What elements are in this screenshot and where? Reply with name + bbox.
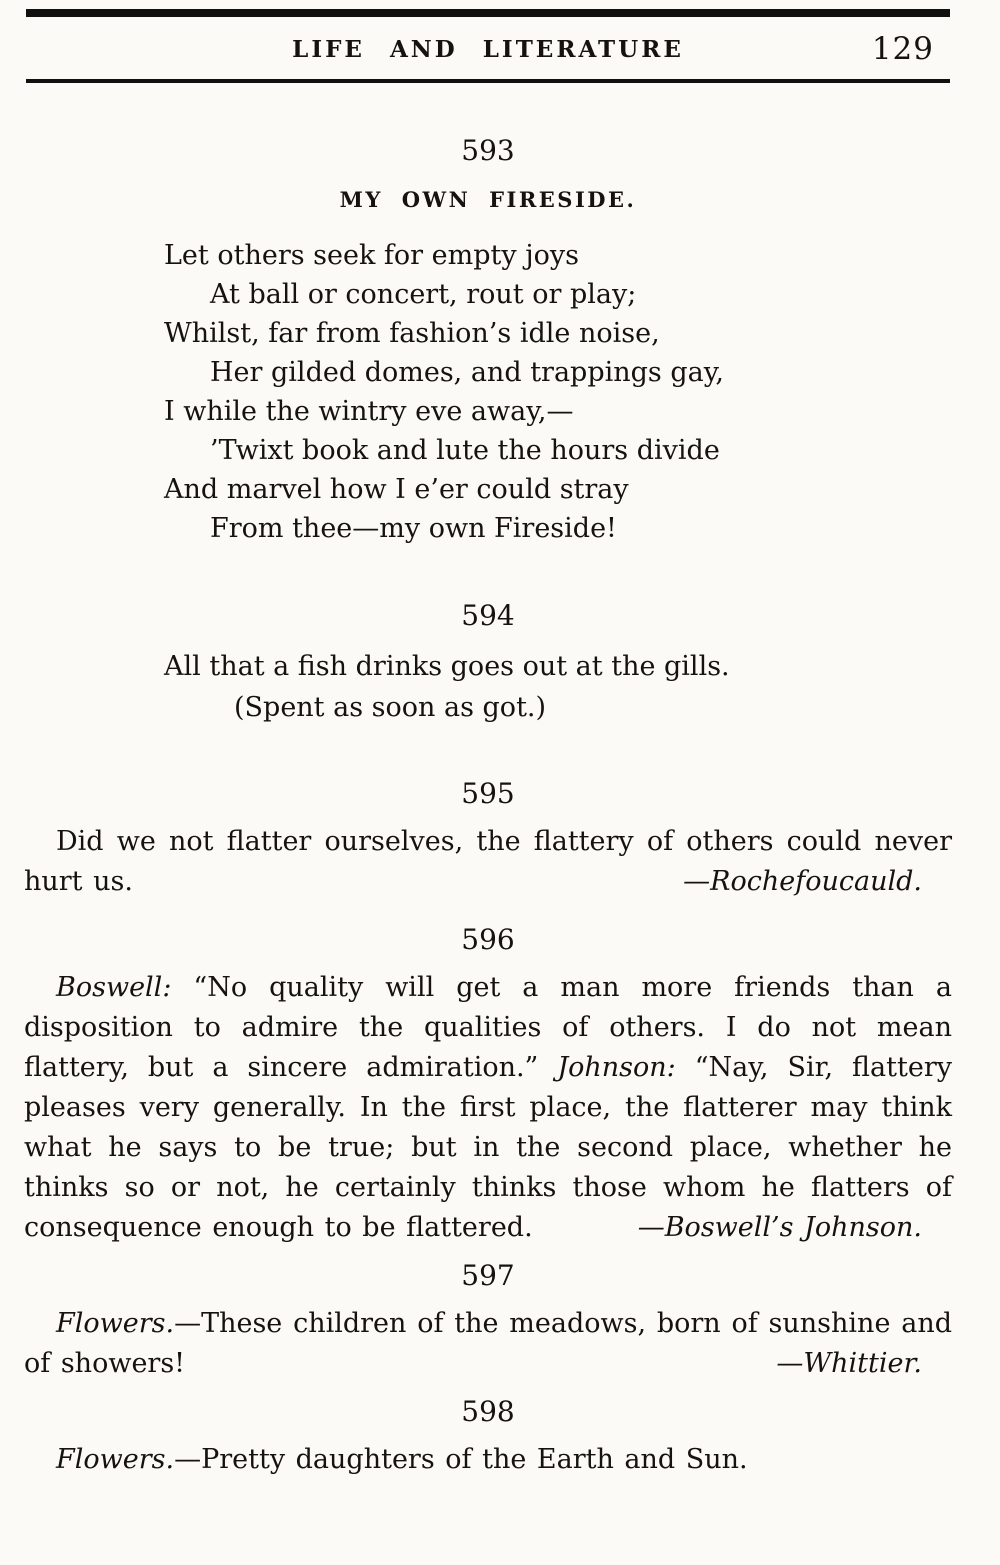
- quotation-text: —These children of the meadows, born of sunshine and of showers!: [24, 1308, 952, 1379]
- running-head-title: LIFE AND LITERATURE: [292, 36, 684, 63]
- entry-number-598: 598: [461, 1395, 515, 1428]
- entry-heading-593: MY OWN FIRESIDE.: [339, 187, 637, 212]
- attribution-597: —Whittier.: [776, 1348, 922, 1379]
- poem-line: Whilst, far from fashion’s idle noise,: [164, 318, 660, 349]
- quotation-text: “Nay, Sir, flattery pleases very generally. In the first place, the flatterer may think what he says to be true; but in the second place, whether he thinks so or not, he certainly thinks those whom he flatters of consequence enough to be flattered.: [24, 1052, 952, 1243]
- entry-number-593: 593: [461, 134, 515, 167]
- poem-line: From thee—my own Fireside!: [210, 513, 617, 544]
- quotation-text: “No quality will get a man more friends than a disposition to admire the qualities of others. I do not mean flattery, but a sincere admiration.”: [24, 972, 952, 1083]
- speaker-name: Boswell:: [56, 972, 194, 1003]
- poem-593: [164, 236, 952, 548]
- quotation-text: Did we not flatter ourselves, the flattery of others could never hurt us.: [24, 826, 952, 897]
- quotation-text: —Pretty daughters of the Earth and Sun.: [174, 1444, 748, 1475]
- speaker-name: Johnson:: [557, 1052, 695, 1083]
- entry-number-596: 596: [461, 923, 515, 956]
- poem-line: At ball or concert, rout or play;: [210, 279, 637, 310]
- attribution-595: —Rochefoucauld.: [683, 866, 922, 897]
- poem-line: And marvel how I e’er could stray: [164, 474, 629, 505]
- poem-line: Let others seek for empty joys: [164, 240, 579, 271]
- quotation-597: [24, 1304, 952, 1384]
- entry-number-597: 597: [461, 1259, 515, 1292]
- poem-line: Her gilded domes, and trappings gay,: [210, 357, 724, 388]
- entry-number-594: 594: [461, 599, 515, 632]
- poem-line: ’Twixt book and lute the hours divide: [210, 435, 720, 466]
- lead-word: Flowers.: [56, 1444, 175, 1475]
- aphorism-gloss: (Spent as soon as got.): [234, 692, 547, 723]
- aphorism-line: All that a fish drinks goes out at the gills.: [164, 651, 730, 682]
- attribution-596: —Boswell’s Johnson.: [637, 1212, 922, 1243]
- page-number: 129: [871, 31, 934, 67]
- poem-line: I while the wintry eve away,—: [164, 396, 574, 427]
- quotation-598: [24, 1440, 952, 1480]
- quotation-596: [24, 968, 952, 1248]
- quotation-595: [24, 822, 952, 902]
- aphorism-594: [164, 646, 952, 728]
- entry-number-595: 595: [461, 777, 515, 810]
- lead-word: Flowers.: [56, 1308, 175, 1339]
- page-header: [26, 9, 950, 83]
